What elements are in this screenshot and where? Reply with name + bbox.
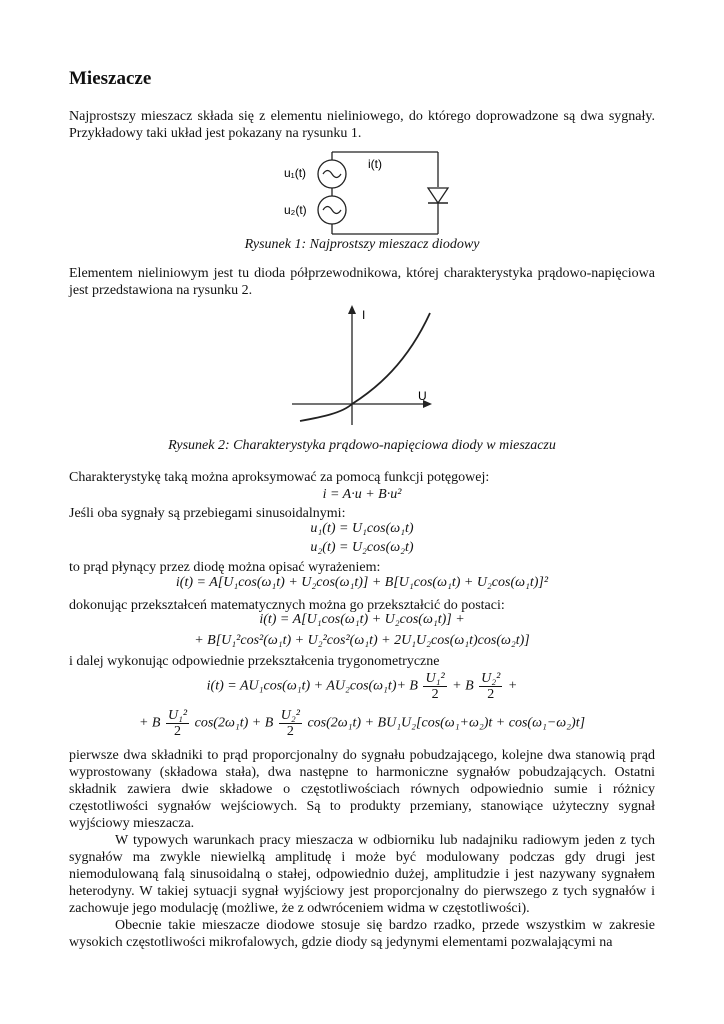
diode-paragraph: Elementem nieliniowym jest tu dioda półprzewodnikowa, której charakterystyka prądowo-napięciowa jest przedstawiona na rysunku 2.	[69, 266, 655, 298]
components-paragraph: pierwsze dwa składniki to prąd proporcjonalny do sygnału pobudzającego, kolejne dwa stanowią prąd wyprostowany (składowa stała), dwa następne to harmoniczne sygnałów pobudzających. Ostatni składnik zawiera dwie składowe o częstotliwościach równych odpowiednio sumie i różnicy częstotliwości sygnałów wejściowych. Są to produkty przemiany, stanowiące użyteczny sygnał wyjściowy mieszacza.	[69, 748, 655, 831]
equation-u1: u₁(t) = U₁cos(ω₁t)	[310, 521, 414, 536]
iv-curve	[300, 313, 430, 421]
equation-expanded-2: + B[U₁²cos²(ω₁t) + U₂²cos²(ω₁t) + 2U₁U₂cos(ω₁t)cos(ω₂t)]	[194, 633, 530, 648]
page-title: Mieszacze	[69, 68, 152, 89]
iv-plot	[292, 303, 437, 428]
intro-paragraph: Najprostszy mieszacz składa się z elementu nieliniowego, do którego doprowadzone są dwa sygnały. Przykładowy taki układ jest pokazany na rysunku 1.	[69, 109, 655, 141]
current-paragraph: to prąd płynący przez diodę można opisać wyrażeniem:	[69, 560, 381, 575]
equation-power: i = A·u + B·u²	[322, 487, 402, 502]
fraction-u2sq-2: $\frac{\text{U₂²}}{2}$	[280, 708, 300, 739]
label-u2: u₂(t)	[284, 203, 307, 217]
equation-u2: u₂(t) = U₂cos(ω₂t)	[310, 540, 414, 555]
microwave-paragraph: Obecnie takie mieszacze diodowe stosuje się bardzo rzadko, przede wszystkim w zakresie wysokich częstotliwości mikrofalowych, gdzie diody są jedynymi elementami pozwalającymi na	[69, 918, 655, 950]
transform-paragraph: dokonując przekształceń matematycznych można go przekształcić do postaci:	[69, 598, 505, 613]
equation-trig-2: + B $\frac{\text{U₁²}}{2}$ cos(2ω₁t) + B $\frac{\text{U₂²}}{2}$ cos(2ω₁t) + BU₁U₂[cos(ω₁+ω₂)t + cos(ω₁−ω₂)t]	[138, 708, 586, 739]
heterodyne-paragraph: W typowych warunkach pracy mieszacza w odbiorniku lub nadajniku radiowym jeden z tych sygnałów ma zwykle niewielką amplitudę i może być modulowany podczas gdy drugi jest niemodulowaną falą sinusoidalną o stałej, odpowiednio dużej, amplitudzie i jest nazywany sygnałem heterodyny. W takiej sytuacji sygnał wyjściowy jest proporcjonalny do pierwszego z tych sygnałów i zachowuje jego modulację (możliwe, że z odwróceniem widma w częstotliwości).	[69, 833, 655, 916]
fraction-u2sq: $\frac{\text{U₂²}}{2}$	[481, 671, 501, 702]
fraction-u1sq: $\frac{\text{U₁²}}{2}$	[425, 671, 445, 702]
label-u1: u₁(t)	[284, 166, 307, 180]
equation-trig-1: i(t) = AU₁cos(ω₁t) + AU₂cos(ω₁t)+ B $\frac{\text{U₁²}}{2}$ + B $\frac{\text{U₂²}}{2}$ +	[206, 671, 518, 702]
diode-icon	[428, 188, 448, 203]
sinus-paragraph: Jeśli oba sygnały są przebiegami sinusoidalnymi:	[69, 506, 346, 521]
figure-iv-characteristic	[292, 303, 437, 428]
label-i: i(t)	[368, 157, 382, 171]
axis-label-i: I	[362, 308, 366, 322]
figure1-caption: Rysunek 1: Najprostszy mieszacz diodowy	[244, 237, 480, 252]
approx-paragraph: Charakterystykę taką można aproksymować za pomocą funkcji potęgowej:	[69, 470, 490, 485]
equation-expanded-1: i(t) = A[U₁cos(ω₁t) + U₂cos(ω₁t)] +	[259, 612, 465, 627]
fraction-u1sq-2: $\frac{\text{U₁²}}{2}$	[167, 708, 188, 739]
figure2-caption: Rysunek 2: Charakterystyka prądowo-napięciowa diody w mieszaczu	[168, 438, 556, 453]
circuit-diagram	[280, 148, 450, 238]
equation-current: i(t) = A[U₁cos(ω₁t) + U₂cos(ω₁t)] + B[U₁cos(ω₁t) + U₂cos(ω₁t)]²	[175, 575, 549, 590]
axis-label-u: U	[418, 389, 427, 403]
figure-mixer-circuit	[280, 148, 450, 238]
trig-paragraph: i dalej wykonując odpowiednie przekształcenia trygonometryczne	[69, 654, 440, 669]
